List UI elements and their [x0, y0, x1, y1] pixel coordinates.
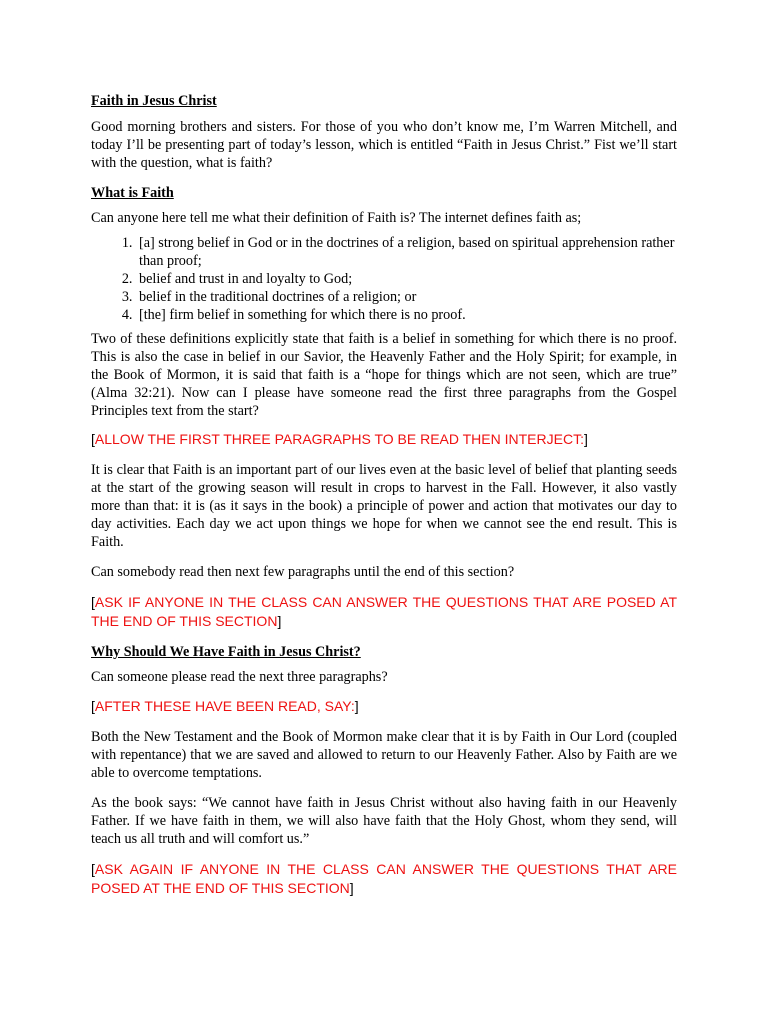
scripture-paragraph: Both the New Testament and the Book of Mormon make clear that it is by Faith in Our Lord (coupled with repentance) that we are saved and allowed to return to our Heavenly Father. Also by Faith are we able to overcome temptations. [91, 729, 677, 781]
faith-explanation-paragraph: It is clear that Faith is an important part of our lives even at the basic level of belief that planting seeds at the start of the growing season will result in crops to harvest in the Fall. However, it also vastly more than that: it is (as it says in the book) a principle of power and action that motivates our day to day activities. Each day we act upon things we hope for when we cannot see the end result. This is Faith. [91, 462, 677, 550]
instruction-note: [ASK AGAIN IF ANYONE IN THE CLASS CAN ANSWER THE QUESTIONS THAT ARE POSED AT THE END OF THIS SECTION] [91, 861, 677, 896]
instruction-text: ALLOW THE FIRST THREE PARAGRAPHS TO BE READ THEN INTERJECT: [94, 431, 584, 447]
document-page [91, 92, 677, 908]
instruction-text: ASK AGAIN IF ANYONE IN THE CLASS CAN ANSWER THE QUESTIONS THAT ARE POSED AT THE END OF THIS SECTION [91, 861, 677, 896]
list-item: 4. [the] firm belief in something for which there is no proof. [136, 306, 677, 324]
section-heading-what-is-faith: What is Faith [91, 185, 174, 201]
definition-lead: Can anyone here tell me what their definition of Faith is? The internet defines faith as; [91, 210, 582, 226]
instruction-text: AFTER THESE HAVE BEEN READ, SAY: [94, 698, 355, 714]
quote-paragraph: As the book says: “We cannot have faith in Jesus Christ without also having faith in our Heavenly Father. If we have faith in them, we will also have faith that the Holy Ghost, whom they send, will teach us all truth and will comfort us.” [91, 795, 677, 847]
definitions-commentary: Two of these definitions explicitly state that faith is a belief in something for which there is no proof. This is also the case in belief in our Savior, the Heavenly Father and the Holy Spirit; for example, in the Book of Mormon, it is said that faith is a “hope for things which are not seen, which are true” (Alma 32:21). Now can I please have someone read the first three paragraphs from the Gospel Principles text from the start? [91, 331, 677, 419]
section-heading-why-faith: Why Should We Have Faith in Jesus Christ? [91, 644, 361, 660]
read-request-paragraph: Can somebody read then next few paragraphs until the end of this section? [91, 564, 515, 580]
list-item: 1. [a] strong belief in God or in the doctrines of a religion, based on spiritual apprehension rather than proof; [136, 234, 677, 270]
instruction-text: ASK IF ANYONE IN THE CLASS CAN ANSWER THE QUESTIONS THAT ARE POSED AT THE END OF THIS SECTION [91, 594, 677, 629]
document-title: Faith in Jesus Christ [91, 93, 217, 109]
list-item: 3. belief in the traditional doctrines of a religion; or [136, 288, 677, 306]
instruction-note: [ALLOW THE FIRST THREE PARAGRAPHS TO BE READ THEN INTERJECT:] [91, 431, 588, 447]
read-request-paragraph: Can someone please read the next three paragraphs? [91, 669, 388, 685]
list-item: 2. belief and trust in and loyalty to God; [136, 270, 677, 288]
instruction-note: [ASK IF ANYONE IN THE CLASS CAN ANSWER THE QUESTIONS THAT ARE POSED AT THE END OF THIS SECTION] [91, 594, 677, 629]
definitions-list [91, 234, 677, 324]
instruction-note: [AFTER THESE HAVE BEEN READ, SAY:] [91, 698, 359, 714]
intro-paragraph: Good morning brothers and sisters. For those of you who don’t know me, I’m Warren Mitchell, and today I’ll be presenting part of today’s lesson, which is entitled “Faith in Jesus Christ.” Fist we’ll start with the question, what is faith? [91, 119, 677, 171]
